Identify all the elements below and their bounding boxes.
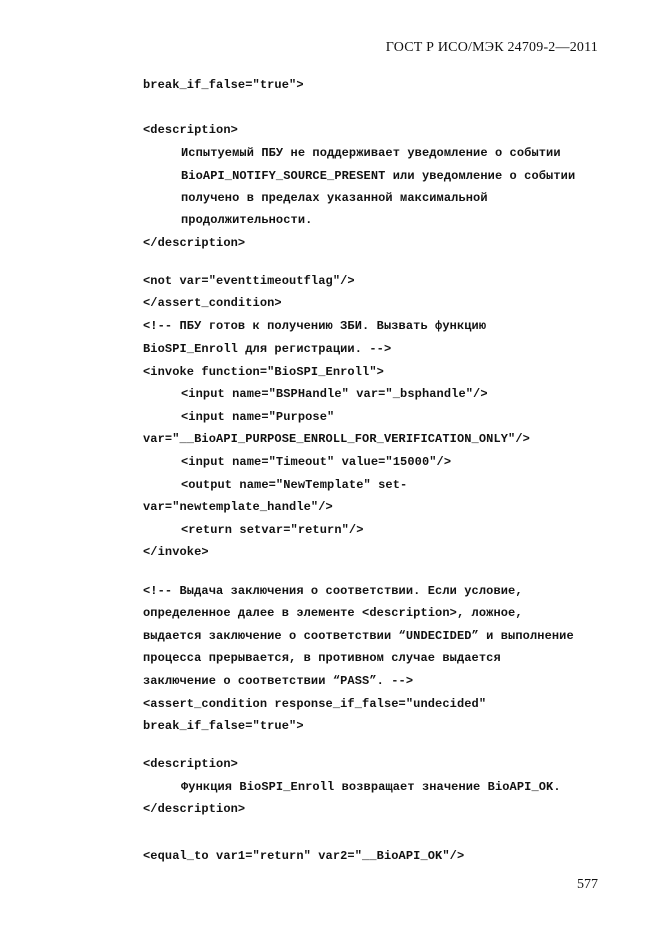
code-line: </invoke> bbox=[143, 545, 209, 559]
code-line: <input name="Timeout" value="15000"/> bbox=[181, 455, 452, 469]
code-line: var="newtemplate_handle"/> bbox=[143, 500, 333, 514]
code-line: <input name="Purpose" bbox=[181, 410, 335, 424]
code-line: <invoke function="BioSPI_Enroll"> bbox=[143, 365, 384, 379]
code-line: <return setvar="return"/> bbox=[181, 523, 364, 537]
code-line: <input name="BSPHandle" var="_bsphandle"/> bbox=[181, 387, 488, 401]
code-line: определенное далее в элементе <description>, ложное, bbox=[143, 606, 523, 620]
code-line: <not var="eventtimeoutflag"/> bbox=[143, 274, 355, 288]
code-line: <description> bbox=[143, 123, 238, 137]
document-header: ГОСТ Р ИСО/МЭК 24709-2—2011 bbox=[385, 40, 598, 55]
code-line: Испытуемый ПБУ не поддерживает уведомление о событии bbox=[181, 146, 561, 160]
code-line: <equal_to var1="return" var2="__BioAPI_OK"/> bbox=[143, 849, 465, 863]
code-line: BioAPI_NOTIFY_SOURCE_PRESENT или уведомление о событии bbox=[181, 169, 576, 183]
code-line: заключение о соответствии “PASS”. --> bbox=[143, 674, 414, 688]
code-line: процесса прерывается, в противном случае выдается bbox=[143, 651, 501, 665]
code-line: <!-- Выдача заключения о соответствии. Если условие, bbox=[143, 584, 523, 598]
page-number: 577 bbox=[577, 877, 598, 892]
code-line: </assert_condition> bbox=[143, 296, 282, 310]
code-line: <!-- ПБУ готов к получению ЗБИ. Вызвать функцию bbox=[143, 319, 487, 333]
code-line: продолжительности. bbox=[181, 213, 313, 227]
code-line: получено в пределах указанной максимальной bbox=[181, 191, 488, 205]
code-line: <assert_condition response_if_false="undecided" bbox=[143, 697, 487, 711]
code-line: break_if_false="true"> bbox=[143, 78, 304, 92]
code-line: </description> bbox=[143, 802, 246, 816]
code-line: Функция BioSPI_Enroll возвращает значение BioAPI_OK. bbox=[181, 780, 561, 794]
code-line: BioSPI_Enroll для регистрации. --> bbox=[143, 342, 392, 356]
code-line: </description> bbox=[143, 236, 246, 250]
code-line: var="__BioAPI_PURPOSE_ENROLL_FOR_VERIFICATION_ONLY"/> bbox=[143, 432, 530, 446]
code-line: выдается заключение о соответствии “UNDECIDED” и выполнение bbox=[143, 629, 574, 643]
code-line: <output name="NewTemplate" set- bbox=[181, 478, 408, 492]
code-line: break_if_false="true"> bbox=[143, 719, 304, 733]
code-line: <description> bbox=[143, 757, 238, 771]
